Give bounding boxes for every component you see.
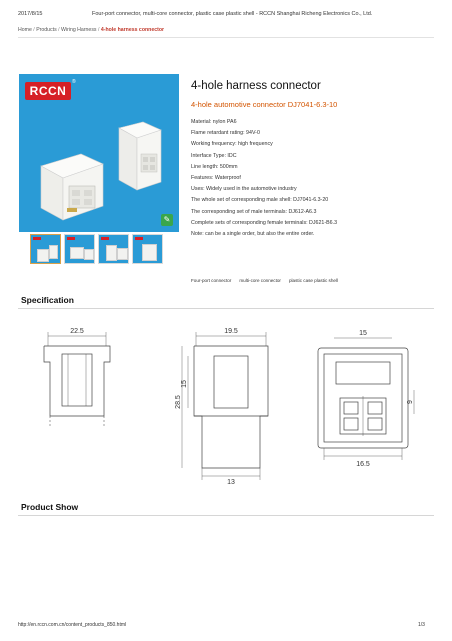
connector-shape [70, 247, 84, 259]
rccn-mini-logo [135, 237, 143, 240]
dim-label: 19.5 [224, 328, 238, 335]
spec-note: Note: can be a single order, but also the entire order. [191, 230, 315, 237]
tag-item[interactable]: multi-core connector [239, 278, 281, 283]
breadcrumb-separator: / [97, 27, 100, 33]
dim-label: 16.5 [356, 461, 370, 468]
dim-label: 9 [407, 400, 414, 404]
thumbnail-4[interactable] [132, 234, 163, 264]
thumbnail-1[interactable] [30, 234, 61, 264]
technical-drawing [18, 318, 434, 488]
breadcrumb-wiring-harness[interactable]: Wiring Harness [61, 27, 97, 33]
connector-shape [37, 249, 49, 262]
dim-label: 22.5 [70, 328, 84, 335]
breadcrumb-products[interactable]: Products [36, 27, 57, 33]
thumbnail-2[interactable] [64, 234, 95, 264]
breadcrumb-current: 4-hole harness connector [100, 27, 165, 33]
rccn-mini-logo [101, 237, 109, 240]
connector-shape [106, 245, 117, 261]
spec-female-terminals: Complete sets of corresponding female terminals: DJ621-B6.3 [191, 219, 338, 226]
spec-flame-rating: Flame retardant rating: 94V-0 [191, 130, 260, 137]
page-title-header: Four-port connector, multi-core connector, plastic case plastic shell - RCCN Shanghai Richeng Electronics Co., Ltd. [92, 11, 373, 17]
spec-interface: Interface Type: IDC [191, 152, 237, 159]
specification-heading: Specification [21, 295, 74, 305]
dim-label: 13 [227, 479, 235, 486]
breadcrumb-separator: / [33, 27, 35, 33]
product-show-heading: Product Show [21, 502, 79, 512]
rccn-mini-logo [67, 237, 75, 240]
footer-url: http://en.rccn.com.cn/content_products_850.html [18, 622, 127, 628]
product-main-image[interactable] [19, 74, 179, 232]
connector-photo [19, 74, 179, 232]
registered-mark: ® [72, 79, 76, 85]
spec-list [191, 117, 431, 240]
spec-male-shell: The whole set of corresponding male shell: DJ7041-6.3-20 [191, 197, 329, 204]
tag-list [191, 278, 338, 283]
breadcrumb [18, 27, 164, 33]
product-subtitle: 4-hole automotive connector DJ7041-6.3-10 [191, 100, 338, 109]
connector-shape [84, 249, 94, 260]
thumbnail-strip [30, 234, 170, 266]
section-divider [18, 308, 434, 309]
print-date: 2017/8/15 [18, 11, 43, 17]
front-view [44, 332, 110, 426]
edit-icon[interactable]: ✎ [161, 214, 173, 226]
spec-material: Material: nylon PA6 [191, 119, 237, 125]
tag-item[interactable]: Four-port connector [191, 278, 232, 283]
side-view [182, 332, 268, 480]
page-number: 1/3 [418, 622, 425, 628]
spec-line-length: Line length: 500mm [191, 163, 238, 170]
spec-frequency: Working frequency: high frequency [191, 141, 273, 148]
dim-label: 15 [181, 380, 188, 388]
rccn-mini-logo [33, 237, 41, 240]
spec-uses: Uses: Widely used in the automotive industry [191, 186, 297, 193]
header-divider [18, 37, 434, 38]
connector-shape [49, 245, 58, 259]
spec-male-terminals: The corresponding set of male terminals: DJ612-A6.3 [191, 208, 317, 215]
dim-label: 28.5 [175, 395, 182, 409]
spec-features: Features: Waterproof [191, 174, 241, 181]
connector-shape [117, 248, 128, 260]
breadcrumb-home[interactable]: Home [18, 27, 32, 33]
product-title: 4-hole harness connector [191, 80, 321, 92]
breadcrumb-separator: / [58, 27, 60, 33]
end-view [318, 338, 414, 460]
tag-item[interactable]: plastic case plastic shell [288, 278, 338, 283]
dim-label: 15 [359, 330, 367, 337]
section-divider [18, 515, 434, 516]
connector-shape [142, 244, 157, 261]
thumbnail-3[interactable] [98, 234, 129, 264]
rccn-logo: RCCN [25, 82, 71, 100]
